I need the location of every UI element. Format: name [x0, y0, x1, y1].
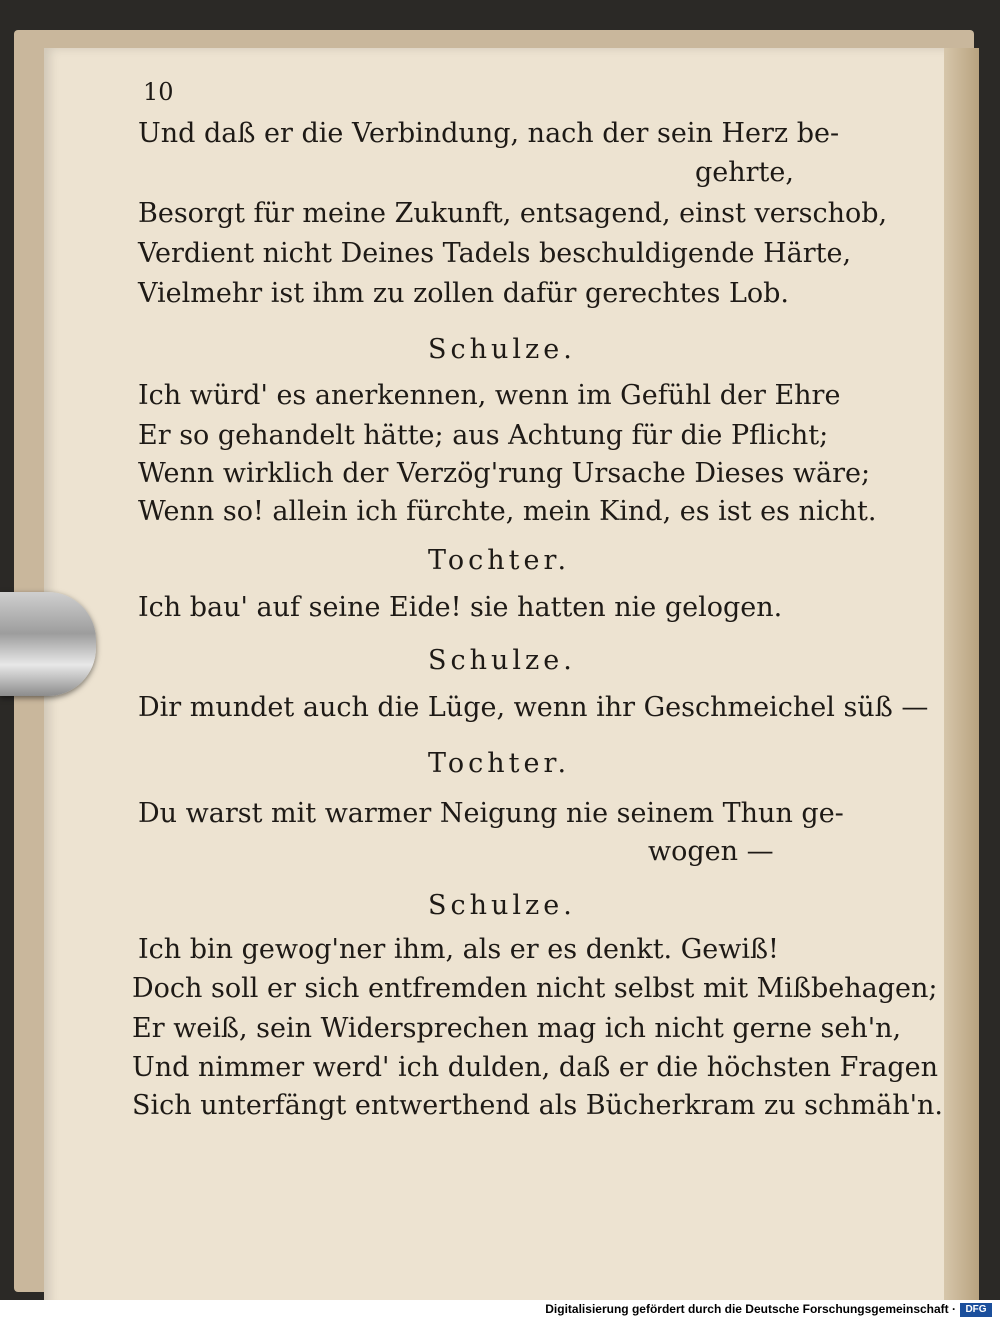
text-line: Doch soll er sich entfremden nicht selbst mit Mißbehagen; [132, 973, 938, 1004]
speaker-name: Tochter. [428, 545, 571, 576]
page-number: 10 [143, 78, 174, 106]
dfg-logo-icon[interactable]: DFG [960, 1303, 992, 1317]
page-edge [944, 48, 979, 1310]
speaker-name: Schulze. [428, 890, 576, 921]
text-line: Wenn wirklich der Verzög'rung Ursache Dieses wäre; [138, 458, 871, 489]
text-line: Er weiß, sein Widersprechen mag ich nicht gerne seh'n, [132, 1013, 902, 1044]
text-line: Und nimmer werd' ich dulden, daß er die höchsten Fragen [132, 1052, 938, 1083]
text-line: Du warst mit warmer Neigung nie seinem Thun ge- [138, 798, 844, 829]
text-line: wogen — [648, 836, 774, 867]
speaker-name: Schulze. [428, 334, 576, 365]
text-line: Besorgt für meine Zukunft, entsagend, einst verschob, [138, 198, 888, 229]
text-line: Sich unterfängt entwerthend als Bücherkram zu schmäh'n. [132, 1090, 944, 1121]
text-line: Ich bin gewog'ner ihm, als er es denkt. Gewiß! [138, 934, 779, 965]
text-line: Er so gehandelt hätte; aus Achtung für die Pflicht; [138, 420, 829, 451]
text-line: Ich bau' auf seine Eide! sie hatten nie gelogen. [138, 592, 783, 623]
speaker-name: Tochter. [428, 748, 571, 779]
dfg-credit: Digitalisierung gefördert durch die Deutsche Forschungsgemeinschaft · [545, 1302, 956, 1316]
text-line: Ich würd' es anerkennen, wenn im Gefühl der Ehre [138, 380, 841, 411]
text-line: Und daß er die Verbindung, nach der sein Herz be- [138, 118, 840, 149]
text-line: Verdient nicht Deines Tadels beschuldigende Härte, [138, 238, 852, 269]
text-line: Wenn so! allein ich fürchte, mein Kind, es ist es nicht. [138, 496, 877, 527]
text-line: Vielmehr ist ihm zu zollen dafür gerechtes Lob. [138, 278, 789, 309]
page-clip [0, 592, 96, 696]
speaker-name: Schulze. [428, 645, 576, 676]
footer-bar [0, 1300, 1000, 1321]
text-line: gehrte, [695, 157, 794, 188]
text-line: Dir mundet auch die Lüge, wenn ihr Geschmeichel süß — [138, 692, 929, 723]
